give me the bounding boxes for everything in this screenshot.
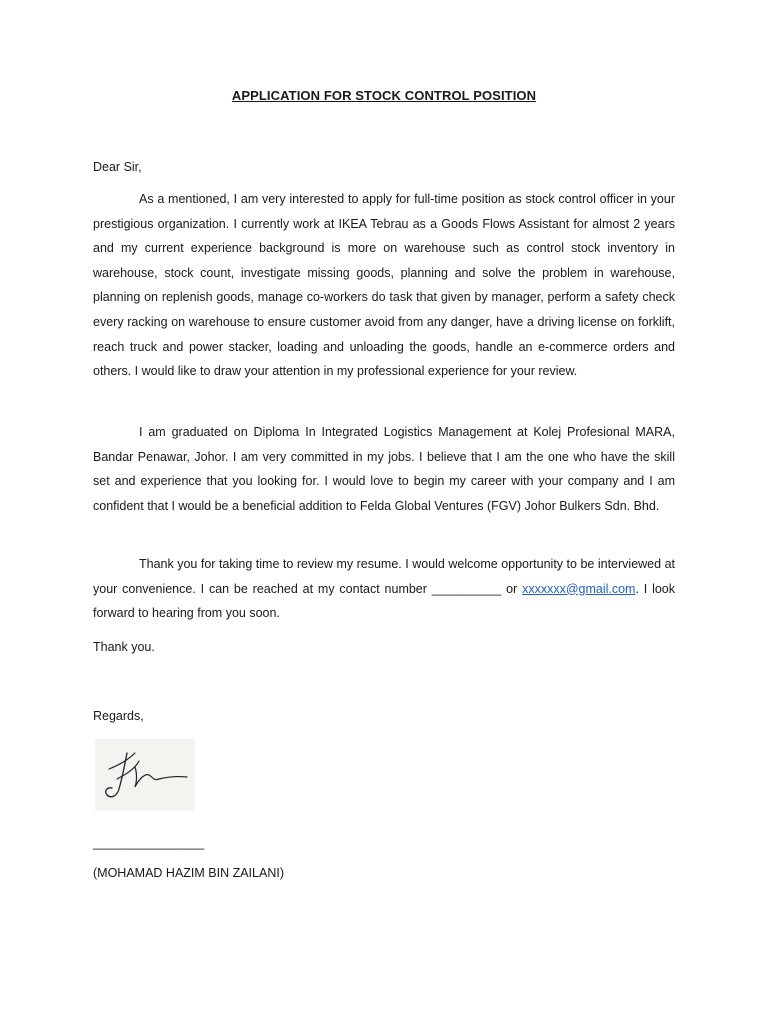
paragraph-experience: As a mentioned, I am very interested to apply for full-time position as stock control officer in your prestigious organization. I currently work at IKEA Tebrau as a Goods Flows Assistant for almost 2 years and my current experience background is more on warehouse such as control stock inventory in warehouse, stock count, investigate missing goods, planning and solve the problem in warehouse, planning on replenish goods, manage co-workers do task that given by manager, perform a safety check every racking on warehouse to ensure customer avoid from any danger, have a driving license on forklift, reach truck and power stacker, loading and unloading the goods, handle an e-commerce orders and others. I would like to draw your attention in my professional experience for your review. <box>93 192 675 379</box>
signature-scribble <box>95 739 195 811</box>
signer-name: (MOHAMAD HAZIM BIN ZAILANI) <box>93 866 284 880</box>
closing-text-end: . I look forward to hearing from you soon. <box>93 581 676 621</box>
letter-title: APPLICATION FOR STOCK CONTROL POSITION <box>231 88 537 103</box>
signature-line: ________________ <box>93 836 205 850</box>
paragraph-closing <box>93 552 675 626</box>
handwritten-signature <box>95 739 195 811</box>
thank-you-text: Thank you. <box>93 640 155 654</box>
closing-text-start: Thank you for taking time to review my resume. I would welcome opportunity to be interviewed at your convenience. I can be reached at my contact number __________ or <box>93 557 675 596</box>
paragraph-education: I am graduated on Diploma In Integrated Logistics Management at Kolej Profesional MARA, Bandar Penawar, Johor. I am very committed in my jobs. I believe that I am the one who have the skill set and experience that you looking for. I would love to begin my career with your company and I am confident that I would be a beneficial addition to Felda Global Ventures (FGV) Johor Bulkers Sdn. Bhd. <box>93 425 675 513</box>
regards-text: Regards, <box>93 709 144 723</box>
salutation: Dear Sir, <box>93 160 142 174</box>
email-link[interactable]: xxxxxxx@gmail.com <box>522 581 636 596</box>
